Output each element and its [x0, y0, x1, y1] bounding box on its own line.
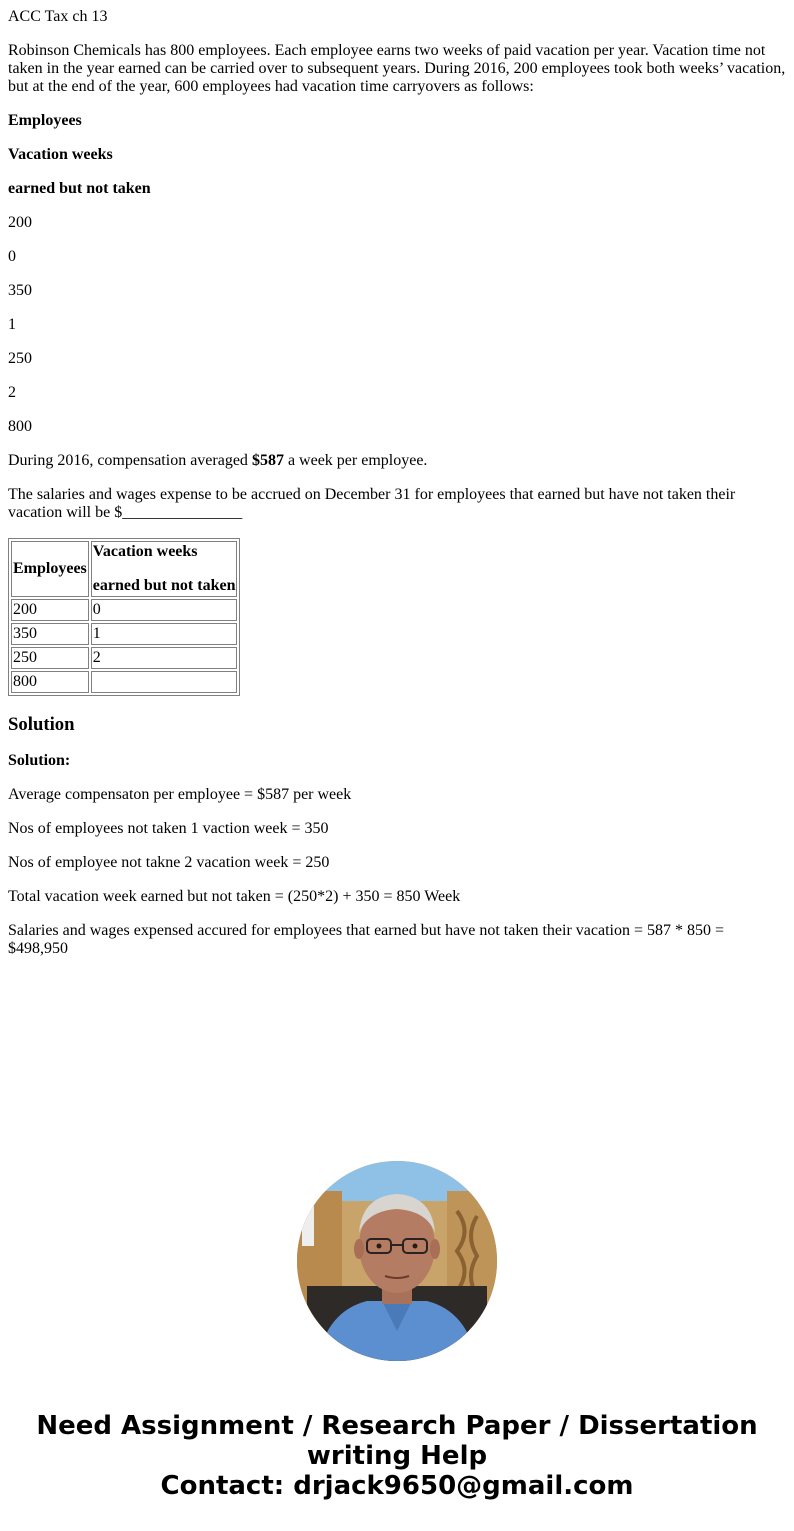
- promo-line: writing Help: [306, 1441, 488, 1471]
- table-cell-weeks: [91, 671, 238, 693]
- solution-line: Total vacation week earned but not taken = (250*2) + 350 = 850 Week: [8, 888, 461, 905]
- table-row: [11, 671, 237, 693]
- promo-block: [0, 1161, 794, 1501]
- question-text: The salaries and wages expense to be accrued on December 31 for employees that earned but have not taken their vacation will be $_______________: [8, 486, 736, 521]
- document-content: [0, 8, 794, 958]
- flat-value: 350: [8, 282, 32, 299]
- flat-value: 800: [8, 418, 32, 435]
- table-row: [11, 623, 237, 645]
- table-row: [11, 647, 237, 669]
- header-employees: Employees: [8, 112, 82, 129]
- promo-contact: Contact: drjack9650@gmail.com: [160, 1471, 634, 1501]
- flat-value: 200: [8, 214, 32, 231]
- flat-value: 0: [8, 248, 16, 265]
- tutor-photo-icon: [297, 1161, 497, 1361]
- flat-value: 2: [8, 384, 16, 401]
- promo-text: [0, 1411, 794, 1501]
- table-header-vacation: Vacation weeks earned but not taken: [91, 541, 238, 597]
- solution-line: Nos of employee not takne 2 vacation week = 250: [8, 854, 330, 871]
- table-cell-employees: 200: [11, 599, 89, 621]
- table-row: [11, 599, 237, 621]
- table-header-row: [11, 541, 237, 597]
- solution-heading: Solution: [8, 714, 75, 735]
- compensation-sentence: During 2016, compensation averaged $587 a week per employee.: [8, 452, 428, 469]
- flat-value: 1: [8, 316, 16, 333]
- table-cell-employees: 800: [11, 671, 89, 693]
- promo-line: Need Assignment / Research Paper / Dissertation: [36, 1411, 758, 1441]
- vacation-table: [8, 538, 240, 696]
- tutor-avatar: [297, 1161, 497, 1361]
- flat-value: 250: [8, 350, 32, 367]
- table-header-employees: Employees: [11, 541, 89, 597]
- header-vacation-weeks: Vacation weeks: [8, 146, 113, 163]
- solution-label: Solution:: [8, 752, 71, 769]
- solution-line: Average compensaton per employee = $587 per week: [8, 786, 352, 803]
- table-cell-weeks: 0: [91, 599, 238, 621]
- table-cell-employees: 250: [11, 647, 89, 669]
- problem-intro: Robinson Chemicals has 800 employees. Each employee earns two weeks of paid vacation per year. Vacation time not taken in the year earned can be carried over to subsequent years. During 2016, 200 employees took both weeks’ vacation, but at the end of the year, 600 employees had vacation time carryovers as follows:: [8, 42, 786, 95]
- solution-line: Nos of employees not taken 1 vaction week = 350: [8, 820, 329, 837]
- table-cell-weeks: 2: [91, 647, 238, 669]
- solution-line: Salaries and wages expensed accured for employees that earned but have not taken their vacation = 587 * 850 = $498,950: [8, 922, 725, 957]
- header-earned-not-taken: earned but not taken: [8, 180, 151, 197]
- table-cell-weeks: 1: [91, 623, 238, 645]
- page-title: ACC Tax ch 13: [8, 8, 108, 25]
- compensation-amount: $587: [251, 452, 284, 469]
- table-cell-employees: 350: [11, 623, 89, 645]
